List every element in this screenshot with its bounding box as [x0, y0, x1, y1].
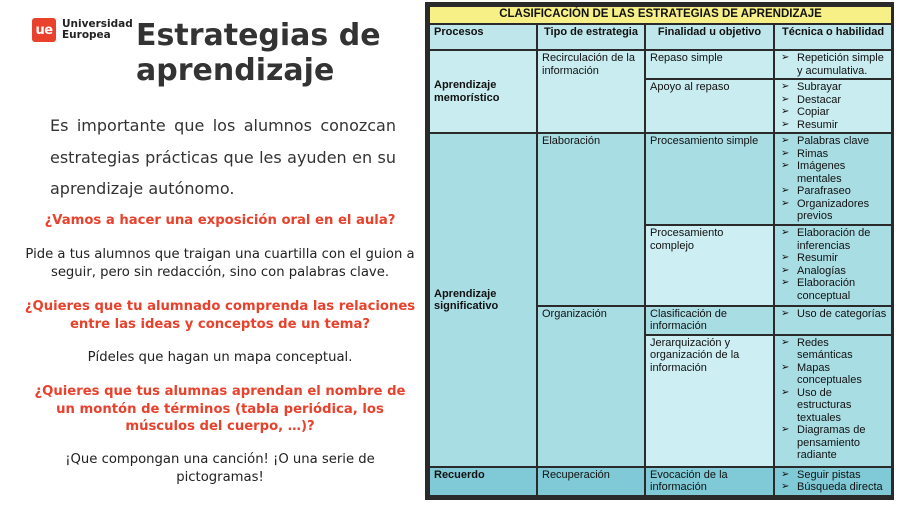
table-row — [429, 467, 892, 496]
techniques-jerarquizacion — [774, 335, 892, 467]
technique-item: ➢ Diagramas de pensamiento radiante — [779, 424, 887, 462]
techniques-clasificacion — [774, 306, 892, 335]
answer-3: ¡Que compongan una canción! ¡O una serie de pictogramas! — [65, 452, 375, 485]
type-organizacion: Organización — [537, 306, 645, 467]
answer-1: Pide a tus alumnos que traigan una cuartilla con el guion a seguir, pero sin redacción, sino con palabras clave. — [25, 247, 415, 280]
technique-item: ➢ Analogías — [779, 265, 887, 278]
logo-line-1: Universidad — [62, 18, 133, 30]
technique-list — [779, 469, 887, 494]
classification-table — [428, 5, 893, 497]
technique-item: ➢ Imágenes mentales — [779, 160, 887, 185]
techniques-procesamiento-simple — [774, 133, 892, 225]
technique-list — [779, 337, 887, 462]
logo-text — [62, 19, 133, 41]
type-recirculacion: Recirculación de la información — [537, 50, 645, 133]
goal-clasificacion: Clasificación de información — [645, 306, 774, 335]
process-recuerdo: Recuerdo — [429, 467, 537, 496]
technique-item: ➢ Organizadores previos — [779, 198, 887, 223]
techniques-procesamiento-complejo — [774, 225, 892, 305]
process-memoristico: Aprendizaje memorístico — [429, 50, 537, 133]
technique-item: ➢ Copiar — [779, 106, 887, 119]
technique-item: ➢ Mapas conceptuales — [779, 362, 887, 387]
goal-evocacion: Evocación de la información — [645, 467, 774, 496]
technique-list — [779, 308, 887, 321]
technique-item: ➢ Repetición simple y acumulativa. — [779, 52, 887, 77]
technique-item: ➢ Palabras clave — [779, 135, 887, 148]
technique-item: ➢ Búsqueda directa — [779, 481, 887, 494]
question-1: ¿Vamos a hacer una exposición oral en el aula? — [44, 213, 396, 228]
goal-procesamiento-simple: Procesamiento simple — [645, 133, 774, 225]
technique-item: ➢ Rimas — [779, 148, 887, 161]
technique-list — [779, 81, 887, 131]
table-header-row — [429, 24, 892, 50]
header-procesos: Procesos — [429, 24, 537, 50]
technique-item: ➢ Parafraseo — [779, 185, 887, 198]
goal-procesamiento-complejo: Procesamiento complejo — [645, 225, 774, 305]
header-tipo: Tipo de estrategia — [537, 24, 645, 50]
goal-repaso-simple: Repaso simple — [645, 50, 774, 79]
technique-item: ➢ Seguir pistas — [779, 469, 887, 482]
classification-table-frame — [425, 2, 894, 500]
process-significativo: Aprendizaje significativo — [429, 133, 537, 467]
question-3: ¿Quieres que tus alumnas aprendan el nombre de un montón de términos (tabla periódica, los músculos del cuerpo, …)? — [34, 384, 406, 434]
technique-item: ➢ Subrayar — [779, 81, 887, 94]
table-row — [429, 133, 892, 225]
header-tecnica: Técnica o habilidad — [774, 24, 892, 50]
technique-list — [779, 52, 887, 77]
technique-item: ➢ Destacar — [779, 94, 887, 107]
technique-item: ➢ Elaboración de inferencias — [779, 227, 887, 252]
intro-paragraph: Es importante que los alumnos conozcan estrategias prácticas que les ayuden en su aprendizaje autónomo. — [50, 116, 396, 198]
logo-mark: ue — [32, 18, 56, 42]
technique-list — [779, 135, 887, 223]
technique-item: ➢ Uso de categorías — [779, 308, 887, 321]
header-finalidad: Finalidad u objetivo — [645, 24, 774, 50]
type-recuperacion: Recuperación — [537, 467, 645, 496]
techniques-repaso-simple — [774, 50, 892, 79]
techniques-evocacion — [774, 467, 892, 496]
technique-item: ➢ Resumir — [779, 252, 887, 265]
technique-item: ➢ Redes semánticas — [779, 337, 887, 362]
goal-jerarquizacion: Jerarquización y organización de la información — [645, 335, 774, 467]
university-logo — [32, 18, 133, 42]
techniques-apoyo-repaso — [774, 79, 892, 133]
table-row — [429, 50, 892, 79]
table-caption: CLASIFICACIÓN DE LAS ESTRATEGIAS DE APRENDIZAJE — [429, 6, 892, 24]
table-caption-row — [429, 6, 892, 24]
technique-list — [779, 227, 887, 302]
type-elaboracion: Elaboración — [537, 133, 645, 305]
slide-title: Estrategias de aprendizaje — [136, 18, 381, 88]
logo-line-2: Europea — [62, 29, 111, 41]
technique-item: ➢ Resumir — [779, 119, 887, 132]
technique-item: ➢ Uso de estructuras textuales — [779, 387, 887, 425]
goal-apoyo-repaso: Apoyo al repaso — [645, 79, 774, 133]
technique-item: ➢ Elaboración conceptual — [779, 277, 887, 302]
question-2: ¿Quieres que tu alumnado comprenda las relaciones entre las ideas y conceptos de un tema? — [24, 299, 416, 332]
answer-2: Pídeles que hagan un mapa conceptual. — [87, 350, 353, 365]
